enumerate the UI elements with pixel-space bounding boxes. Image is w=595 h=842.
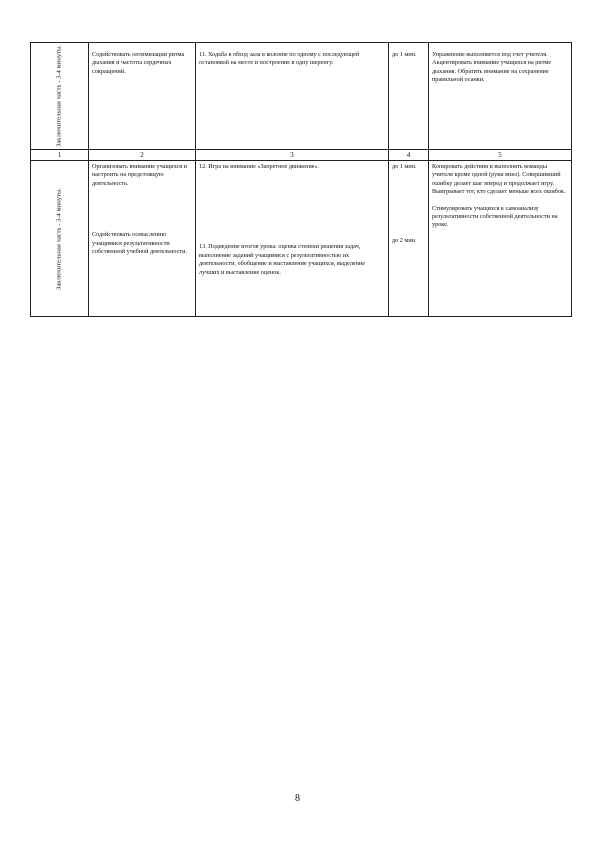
goal-cell xyxy=(89,161,196,317)
content-cell xyxy=(196,43,389,150)
column-number: 4 xyxy=(389,150,429,161)
goal-text: Содействовать оптимизации ритма дыхания и частоты сердечных сокращений. xyxy=(92,51,185,75)
content-text: 11. Ходьба в обход зала в колонне по одному с последующей остановкой на месте и построение в одну шеренгу. xyxy=(199,51,360,67)
column-number-row xyxy=(31,150,572,161)
lesson-part-label: Заключительная часть - 3-4 минуты. xyxy=(55,45,63,147)
guidance-text: Упражнение выполняется под счет учителя. Акцентировать внимание учащихся на ритме дыхания. Обратить внимание на сохранение правильной осанки. xyxy=(432,51,552,84)
dosage-cell xyxy=(389,161,429,317)
dosage-text: до 1 мин. xyxy=(392,51,417,58)
guidance-cell xyxy=(429,161,572,317)
table-row xyxy=(31,161,572,317)
dosage-text: до 1 мин. xyxy=(392,163,417,170)
content-cell xyxy=(196,161,389,317)
table-row xyxy=(31,43,572,150)
guidance-cell xyxy=(429,43,572,150)
content-text: 13. Подведение итогов урока: оценка степени решения задач, выполнение заданий учащимися с результативностью их деятельности, обобщение и выставление учащихся, выделение лучших и выставление оценок. xyxy=(199,243,366,276)
column-number: 3 xyxy=(196,150,389,161)
dosage-text: до 2 мин. xyxy=(392,237,417,245)
goal-cell xyxy=(89,43,196,150)
column-number: 1 xyxy=(31,150,89,161)
content-text: 12. Игра на внимание «Запретное движение». xyxy=(199,163,320,170)
lesson-part-cell xyxy=(31,43,89,150)
page-number: 8 xyxy=(295,793,300,804)
lesson-plan-table xyxy=(30,42,572,317)
lesson-part-cell xyxy=(31,161,89,317)
dosage-cell xyxy=(389,43,429,150)
guidance-text: Копировать действия и выполнять команды учителя кроме одной (руки вниз). Совершивший ошибку делает шаг вперед и продолжает игру. Выигрывает тот, кто сделает меньше всех ошибок. xyxy=(432,163,566,196)
lesson-part-label: Заключительная часть - 3-4 минуты. xyxy=(55,187,63,290)
goal-text: Организовать внимание учащихся и настроить на предстоящую деятельность. xyxy=(92,163,187,187)
column-number: 5 xyxy=(429,150,572,161)
guidance-text: Стимулировать учащихся к самоанализу результативности собственной деятельности на уроке. xyxy=(432,204,558,229)
column-number: 2 xyxy=(89,150,196,161)
goal-text: Содействовать осмыслению учащимися результативности собственной учебной деятельности. xyxy=(92,231,187,256)
